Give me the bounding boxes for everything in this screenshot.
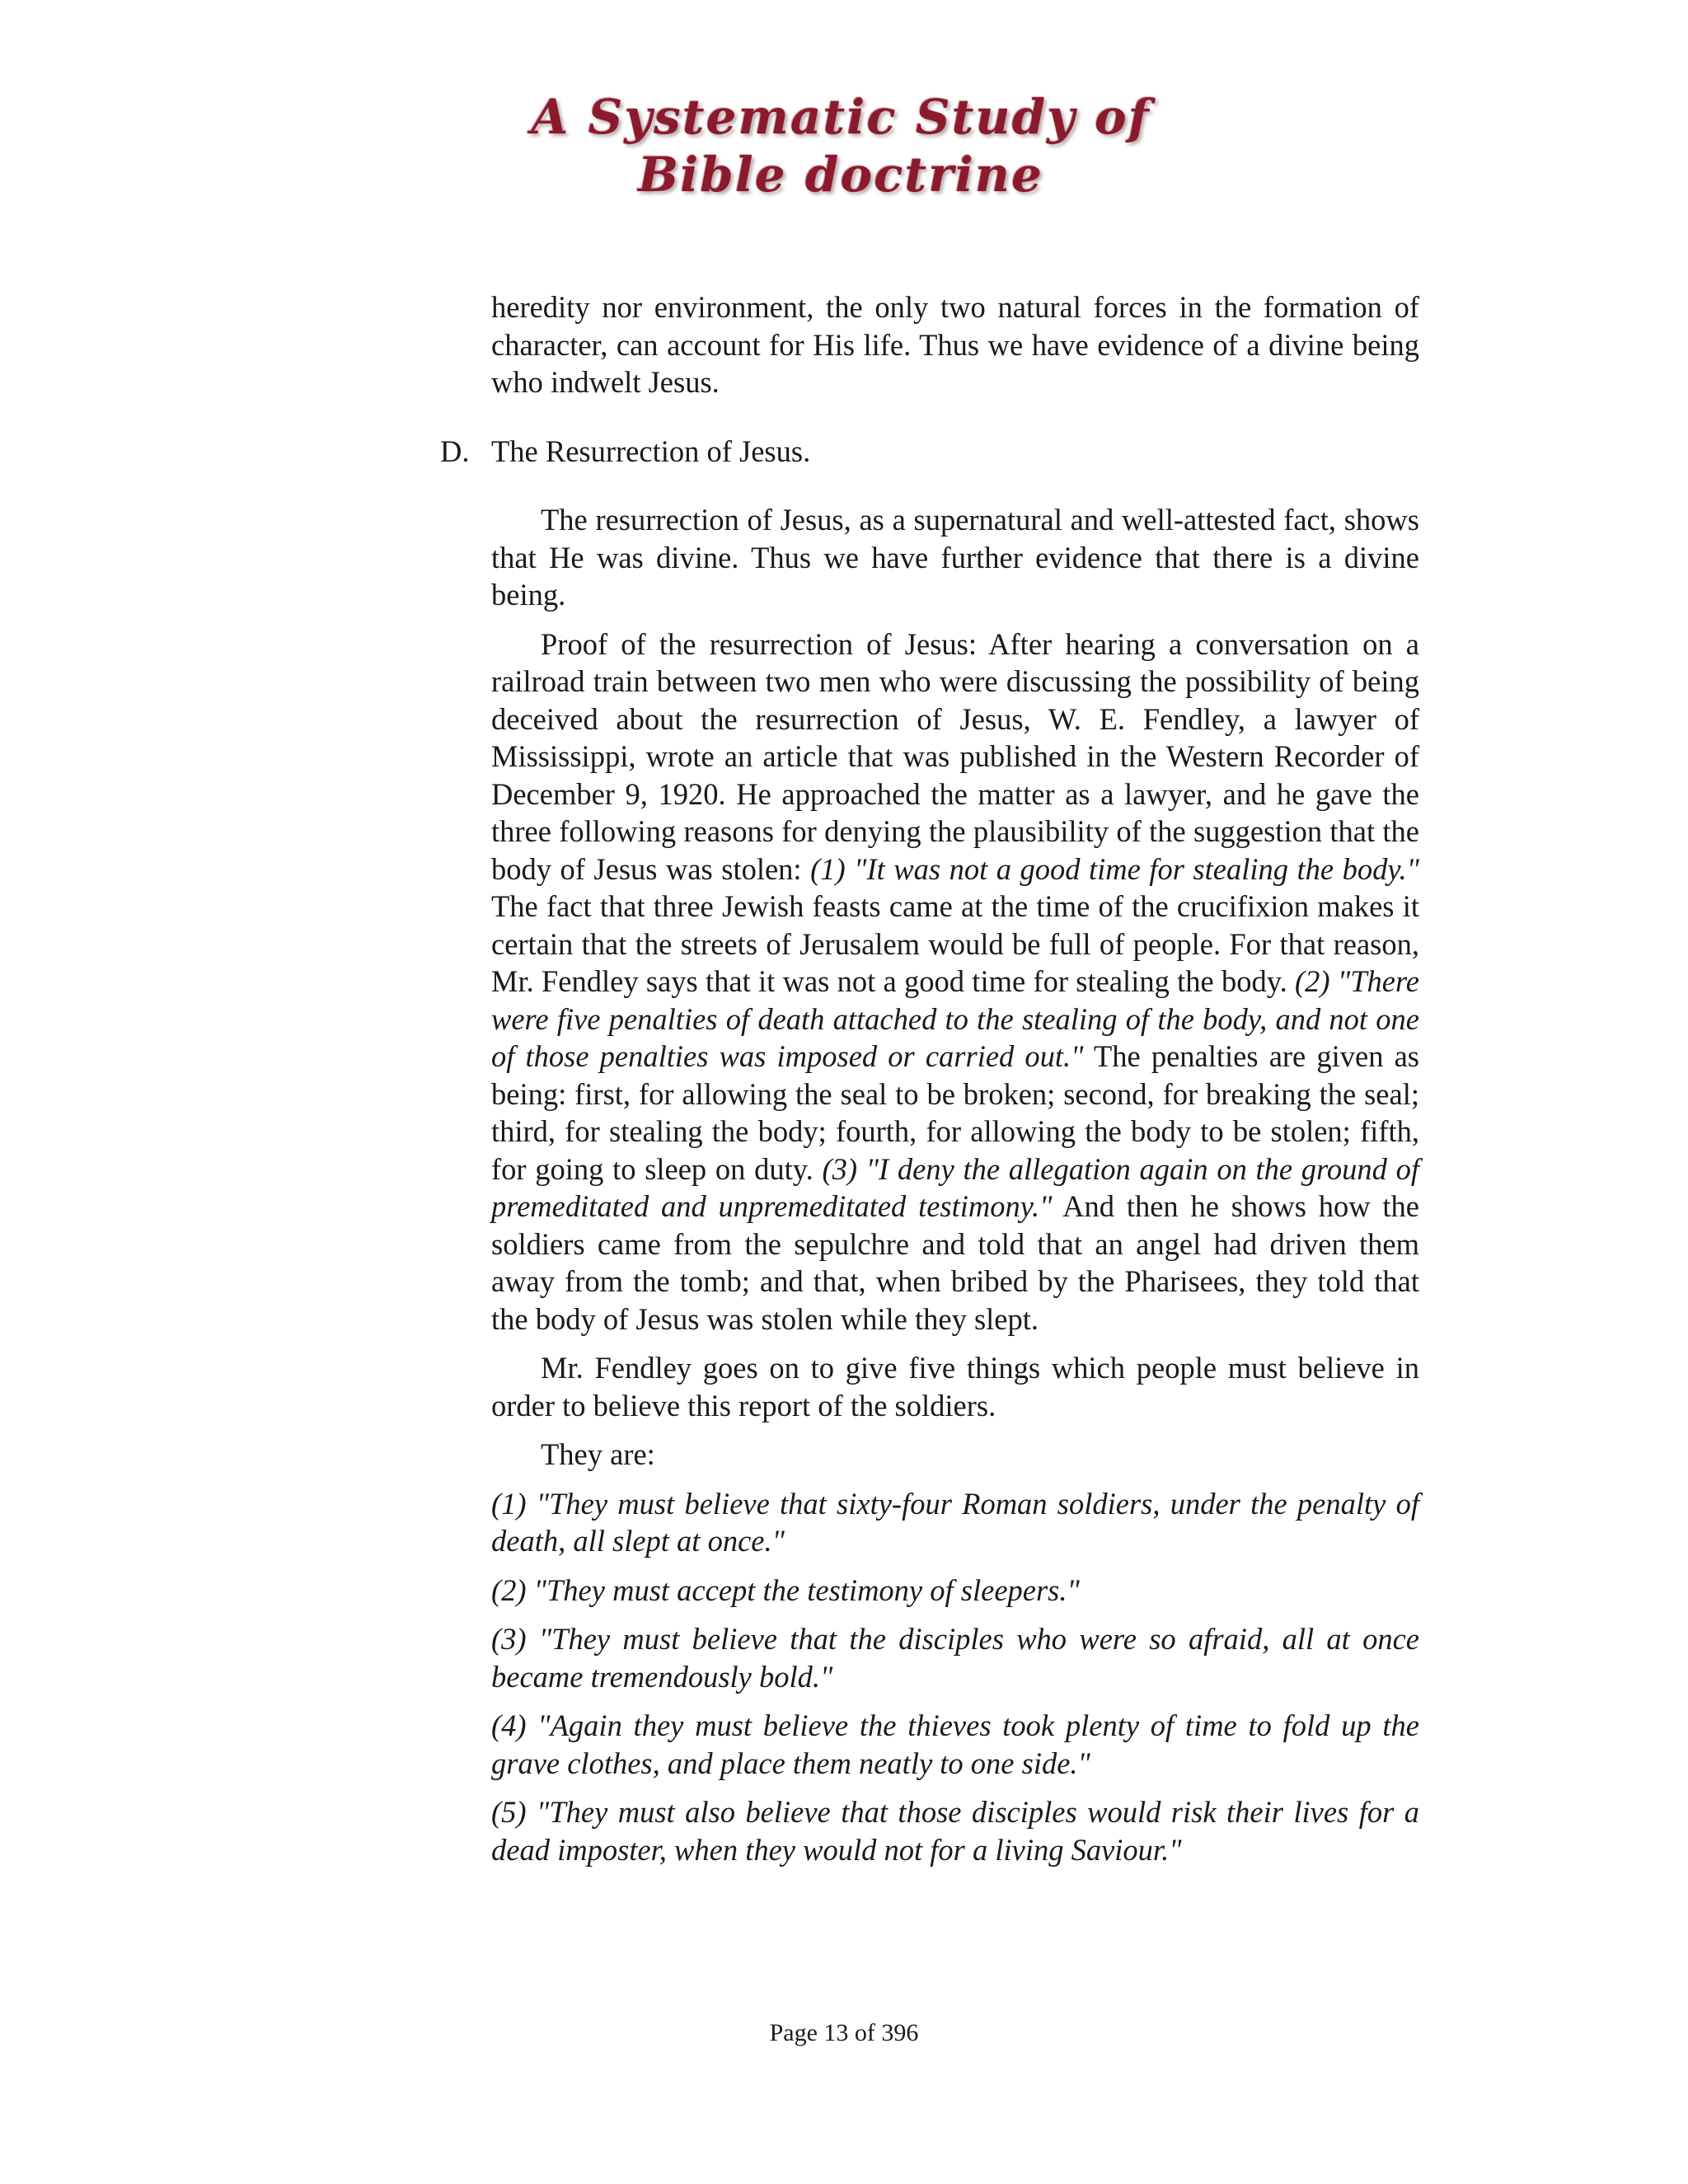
proof-text-2: The fact that three Jewish feasts came at the time of the crucifixion makes it certain that the streets of Jerusalem would be full of people. For that reason, Mr. Fendley says that it was not a good time for stealing the body. [491,889,1419,998]
proof-reason-2: (2) "There were five penalties of death attached to the stealing of the body, and not one of those penalties was imposed or carried out." [491,964,1419,1073]
quote-item: (5) "They must also believe that those disciples would risk their lives for a dead imposter, when they would not for a living Saviour." [491,1795,1419,1867]
logo-title-line1: A Systematic Study of [531,89,1151,145]
proof-text-1: Proof of the resurrection of Jesus: After hearing a conversation on a railroad train between two men who were discussing the possibility of being deceived about the resurrection of Jesus, W. E. Fendley, a lawyer of Mississippi, wrote an article that was published in the Western Recorder of December 9, 1920. He approached the matter as a lawyer, and he gave the three following reasons for denying the plausibility of the suggestion that the body of Jesus was stolen: [491,626,1419,886]
section-heading [440,433,1419,471]
paragraph-fendley: Mr. Fendley goes on to give five things which people must believe in order to believe this report of the soldiers. [491,1351,1419,1422]
proof-text-4: And then he shows how the soldiers came from the sepulchre and told that an angel had driven them away from the tomb; and that, when bribed by the Pharisees, they told that the body of Jesus was stolen while they slept. [491,1189,1419,1336]
page-content [440,288,1420,1880]
proof-text-3: The penalties are given as being: first, for allowing the seal to be broken; second, for breaking the seal; third, for stealing the body; fourth, for allowing the body to be stolen; fifth, for going to sleep on duty. [491,1039,1419,1186]
section-title: The Resurrection of Jesus. [491,434,811,468]
quote-item: (3) "They must believe that the disciples who were so afraid, all at once became tremendously bold." [491,1622,1419,1694]
document-logo [495,89,1187,204]
quote-item: (1) "They must believe that sixty-four Roman soldiers, under the penalty of death, all slept at once." [491,1486,1419,1558]
section-letter: D. [440,434,470,468]
paragraph-resurrection: The resurrection of Jesus, as a supernatural and well-attested fact, shows that He was divine. Thus we have further evidence that there is a divine being. [491,503,1419,612]
quote-item: (2) "They must accept the testimony of sleepers." [491,1572,1080,1607]
paragraph-they-are: They are: [541,1437,655,1471]
paragraph-proof [491,626,1419,1338]
paragraph-intro: heredity nor environment, the only two natural forces in the formation of character, can account for His life. Thus we have evidence of a divine being who indwelt Jesus. [491,290,1419,399]
quote-item: (4) "Again they must believe the thieves took plenty of time to fold up the grave clothes, and place them neatly to one side." [491,1708,1419,1780]
proof-reason-3: (3) "I deny the allegation again on the ground of premeditated and unpremeditated testimony." [491,1151,1419,1223]
proof-reason-1: (1) "It was not a good time for stealing the body." [810,851,1420,886]
logo-title-line2: Bible doctrine [638,146,1043,203]
page-number: Page 13 of 396 [769,2019,919,2046]
